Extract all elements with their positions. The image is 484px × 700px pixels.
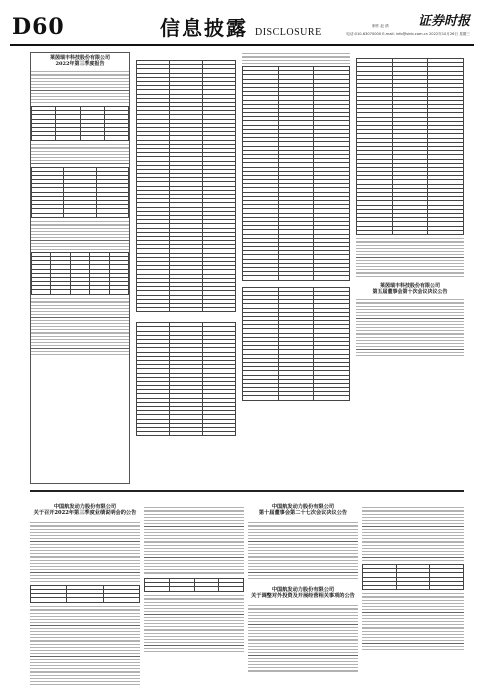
body-text — [362, 592, 464, 652]
page-header — [10, 6, 474, 46]
body-text — [248, 521, 358, 581]
section-divider — [30, 490, 464, 492]
income-statement-table — [136, 322, 236, 436]
body-text — [30, 605, 140, 685]
editor-meta: 制作 赵 倩 — [372, 24, 389, 28]
meeting-table — [30, 585, 140, 603]
bottom-notice-right — [362, 498, 464, 696]
body-text — [144, 594, 244, 654]
column-1 — [30, 52, 130, 484]
notice-title-top-left: 莱茵瑞丰科技股份有限公司 2022年第三季度报告 — [49, 55, 110, 67]
notice-title-bottom-mid-2: 中国航发动力股份有限公司 关于调整对外投资及开展经营相关事项的公告 — [251, 586, 355, 600]
body-text — [31, 220, 129, 250]
page-number: D60 — [12, 14, 65, 40]
notice-title-bottom-mid: 中国航发动力股份有限公司 第十届董事会第二十七次会议决议公告 — [258, 504, 348, 517]
bottom-notice-left — [30, 498, 140, 696]
column-2 — [136, 52, 236, 484]
cash-flow-table-2 — [242, 287, 350, 401]
financial-table-1 — [31, 106, 129, 141]
section-title-en: DISCLOSURE — [255, 27, 322, 38]
stock-table — [144, 578, 244, 592]
column-4 — [356, 52, 464, 484]
body-text — [31, 143, 129, 165]
body-text — [248, 604, 358, 674]
body-text — [144, 506, 244, 576]
edition-meta: 电话:010-63070000 E-mail: info@sinb.com.cn 2022年10月26日 星期三 — [346, 32, 470, 36]
body-text — [356, 298, 464, 358]
section-title: 信息披露 — [160, 16, 248, 40]
masthead-logo: 证券时报 — [417, 14, 470, 29]
notice-title-bottom-left: 中国航发动力股份有限公司 关于召开2022年第三季度业绩说明会的公告 — [33, 504, 137, 517]
shareholder-table — [31, 252, 129, 295]
cash-flow-table-3 — [356, 58, 464, 235]
body-text — [242, 52, 350, 64]
body-text — [356, 237, 464, 277]
cash-flow-table — [242, 66, 350, 281]
balance-sheet-table — [136, 60, 236, 312]
financial-table-2 — [31, 167, 129, 218]
body-text — [31, 70, 129, 104]
investment-table — [362, 564, 464, 590]
bottom-notice-mid — [248, 498, 358, 696]
bottom-notice-col2 — [144, 498, 244, 696]
body-text — [30, 521, 140, 583]
body-text — [31, 297, 129, 357]
column-3 — [242, 52, 350, 484]
body-text — [362, 506, 464, 562]
notice-title-right-mid: 莱茵瑞丰科技股份有限公司 第五届董事会第十次会议决议公告 — [372, 282, 448, 295]
